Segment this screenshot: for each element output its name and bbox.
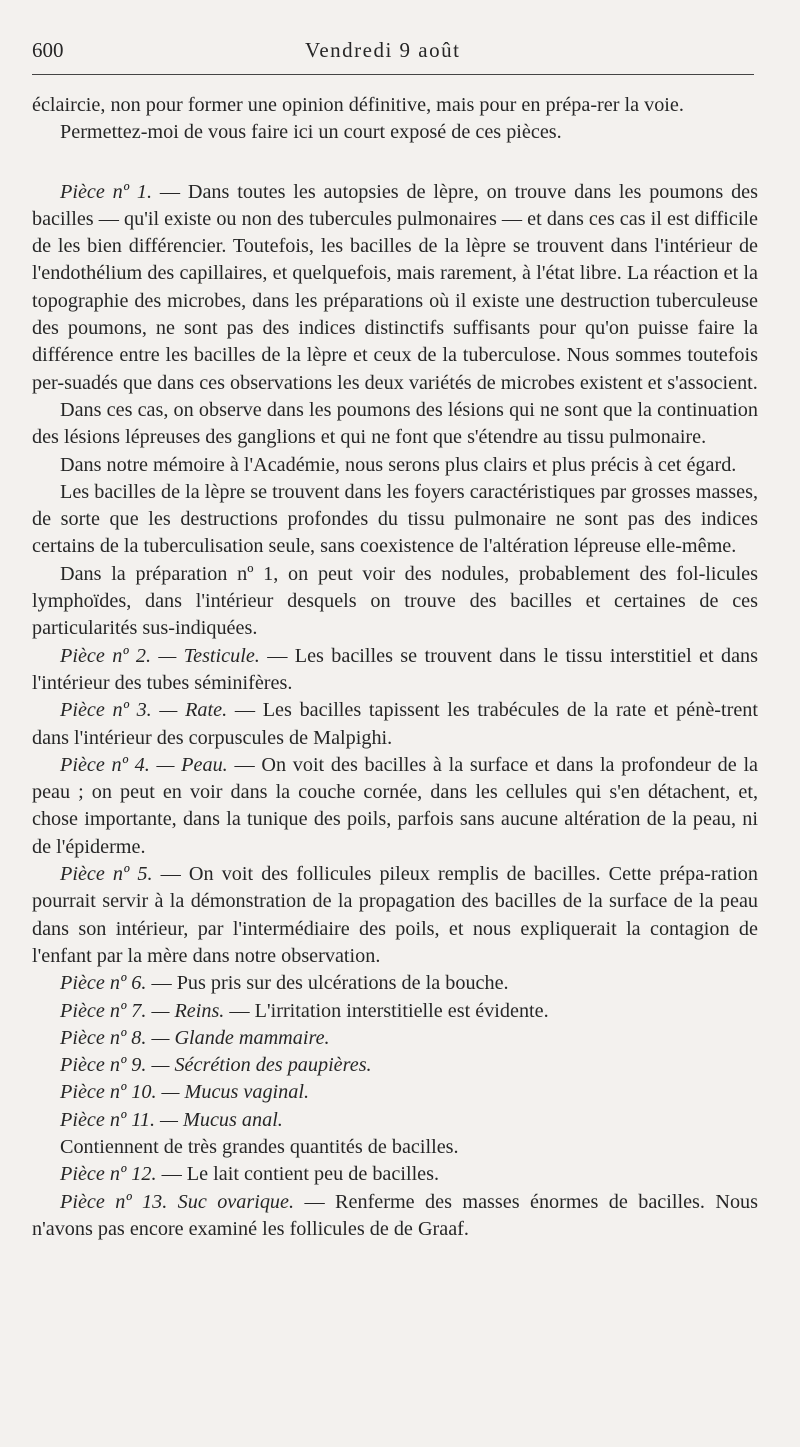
paragraph-piece-9 <box>32 1052 758 1079</box>
paragraph-piece-6 <box>32 970 758 997</box>
paragraph-bacilli-quantity: Contiennent de très grandes quantités de bacilles. <box>60 1135 459 1158</box>
piece-label: Pièce nº 2. — Testicule. <box>60 644 260 667</box>
paragraph-piece-10 <box>32 1079 758 1106</box>
piece-label: Pièce nº 8. — Glande mammaire. <box>60 1026 330 1049</box>
piece-label: Pièce nº 7. — Reins. <box>60 999 225 1022</box>
page-number: 600 <box>32 38 64 62</box>
paragraph-piece-11 <box>32 1107 758 1134</box>
piece-label: Pièce nº 12. <box>60 1163 157 1186</box>
paragraph-intro: Permettez-moi de vous faire ici un court exposé de ces pièces. <box>60 121 562 144</box>
page-header <box>0 30 800 66</box>
piece-label: Pièce nº 5. <box>60 863 153 886</box>
piece-label: Pièce nº 10. — Mucus vaginal. <box>60 1081 310 1104</box>
piece-label: Pièce nº 4. — Peau. <box>60 753 228 776</box>
piece-label: Pièce nº 9. — Sécrétion des paupières. <box>60 1054 372 1077</box>
piece-text: — Les bacilles se trouvent dans le tissu interstitiel et dans l'intérieur des tubes séminifères. <box>32 644 759 694</box>
paragraph-academy: Dans notre mémoire à l'Académie, nous serons plus clairs et plus précis à cet égard. <box>60 453 737 476</box>
piece-text: — Le lait contient peu de bacilles. <box>156 1163 440 1186</box>
piece-text: — On voit des follicules pileux remplis de bacilles. Cette prépa-ration pourrait servir à la démonstration de la propagation des bacilles de la surface de la peau dans son intérieur, par l'intermédiaire des poils, et nous expliquerait la contagion de l'enfant par la mère dans notre observation. <box>32 863 758 967</box>
piece-label: Pièce nº 13. Suc ovarique. <box>60 1190 295 1213</box>
paragraph-lung-lesions: Dans ces cas, on observe dans les poumons des lésions qui ne sont que la continuation des lésions lépreuses des ganglions et qui ne font que s'étendre au tissu pulmonaire. <box>32 398 758 449</box>
piece-text: — On voit des bacilles à la surface et dans la profondeur de la peau ; on peut en voir dans la couche cornée, dans les cellules qui s'en détachent, et, chose importante, dans la tunique des poils, parfois sans aucune altération de la peau, ni de l'épiderme. <box>32 753 759 858</box>
paragraph-continuation: éclaircie, non pour former une opinion définitive, mais pour en prépa-rer la voie. <box>32 94 684 116</box>
piece-label: Pièce nº 6. <box>60 972 147 995</box>
piece-text: — L'irritation interstitielle est évidente. <box>224 999 549 1022</box>
piece-label: Pièce nº 11. — Mucus anal. <box>60 1108 283 1131</box>
piece-label: Pièce nº 3. — Rate. <box>60 699 228 722</box>
piece-text: — Renferme des masses énormes de bacilles. Nous n'avons pas encore examiné les follicules de de Graaf. <box>32 1190 758 1240</box>
piece-text: — Les bacilles tapissent les trabécules de la rate et pénè-trent dans l'intérieur des corpuscules de Malpighi. <box>32 699 759 749</box>
paragraph-piece-7 <box>32 998 758 1025</box>
paragraph-preparation-1: Dans la préparation nº 1, on peut voir des nodules, probablement des fol-licules lymphoïdes, dans l'intérieur desquels on trouve des bacilles et certaines de ces particularités sus-indiquées. <box>32 562 758 640</box>
paragraph-piece-13 <box>32 1189 758 1244</box>
paragraph-piece-12 <box>32 1161 758 1188</box>
running-title: Vendredi 9 août <box>305 38 461 62</box>
piece-text: — Dans toutes les autopsies de lèpre, on trouve dans les poumons des bacilles — qu'il existe ou non des tubercules pulmonaires — et dans ces cas il est difficile de les bien différencier. Toutefois, les bacilles de la lèpre se trouvent dans l'intérieur de l'endothélium des capillaires, et quelquefois, mais rarement, à l'état libre. La réaction et la topographie des microbes, dans les préparations où il existe une destruction tuberculeuse des poumons, ne sont pas des indices distinctifs suffisants pour qu'on puisse faire la différence entre les bacilles de la lèpre et ceux de la tuberculose. Nous sommes toutefois per-suadés que dans ces observations les deux variétés de microbes existent et s'associent. <box>32 180 758 394</box>
paragraph-piece-1 <box>32 179 758 397</box>
paragraph-piece-8 <box>32 1025 758 1052</box>
piece-text: — Pus pris sur des ulcérations de la bouche. <box>146 972 509 995</box>
paragraph-piece-3 <box>32 697 758 752</box>
paragraph-piece-5 <box>32 861 758 970</box>
paragraph-foyers: Les bacilles de la lèpre se trouvent dans les foyers caractéristiques par grosses masses, de sorte que les destructions profondes du tissu pulmonaire ne sont pas des indices certains de la tuberculisation seule, sans coexistence de l'altération lépreuse elle-même. <box>32 480 758 558</box>
piece-label: Pièce nº 1. <box>60 180 152 203</box>
paragraph-piece-2 <box>32 643 758 698</box>
body-text <box>32 92 758 1243</box>
header-rule <box>32 74 754 75</box>
paragraph-piece-4 <box>32 752 758 861</box>
